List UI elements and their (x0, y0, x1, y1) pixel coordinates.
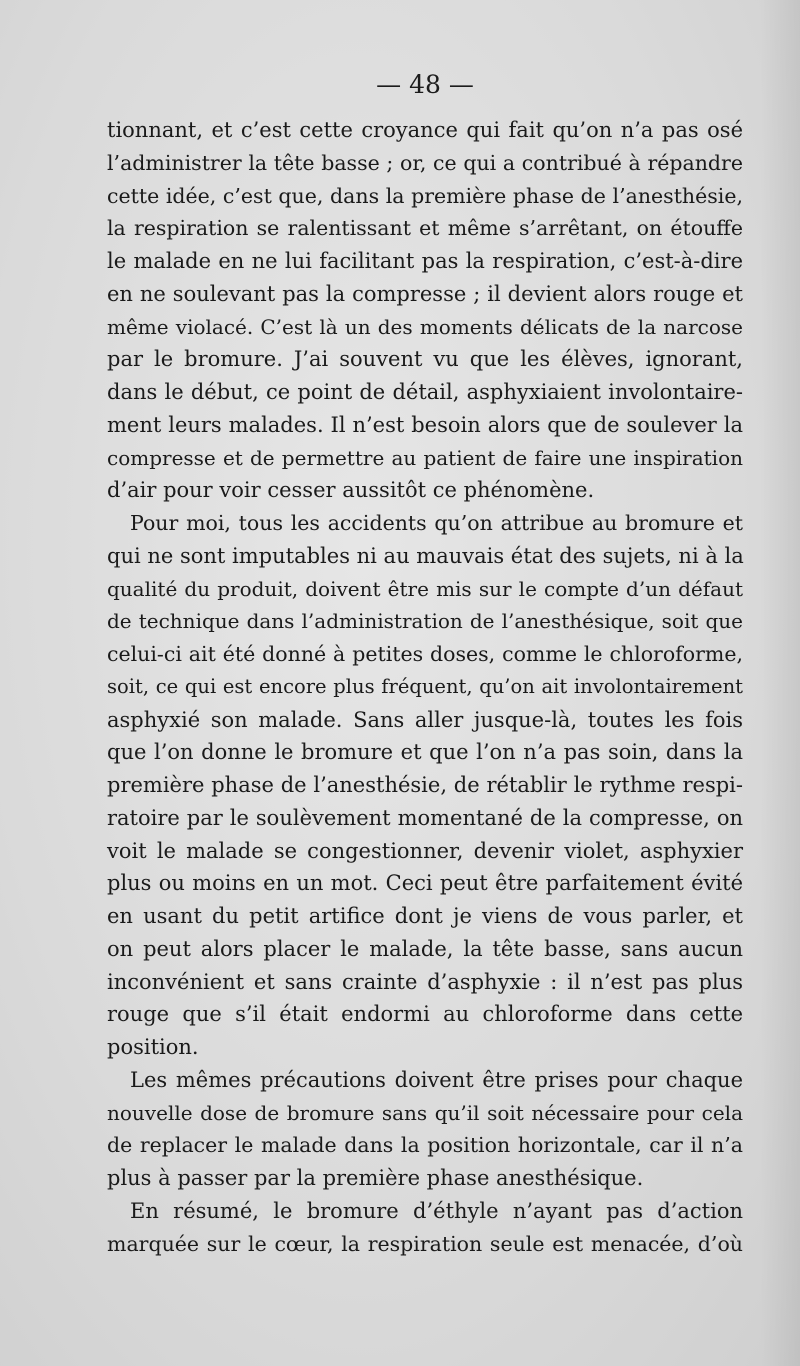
text-line: l’administrer la tête basse ; or, ce qui a contribué à répandre (107, 150, 743, 175)
text-line: compresse et de permettre au patient de faire une inspiration (107, 445, 743, 470)
paragraph-1 (107, 114, 743, 507)
paragraph-3 (107, 1064, 743, 1195)
text-line: dans le début, ce point de détail, asphyxiaient involontaire- (107, 380, 743, 404)
text-line: qui ne sont imputables ni au mauvais état des sujets, ni à la (107, 543, 744, 568)
text-line: celui-ci ait été donné à petites doses, comme le chloroforme, (107, 642, 743, 666)
text-line: de technique dans l’administration de l’anesthésique, soit que (107, 609, 743, 634)
text-line: en usant du petit artifice dont je viens de vous parler, et (107, 904, 743, 928)
body-text (107, 114, 743, 1260)
text-line: que l’on donne le bromure et que l’on n’a pas soin, dans la (107, 740, 743, 765)
paragraph-4 (107, 1195, 743, 1261)
text-line: de replacer le malade dans la position horizontale, car il n’a (107, 1133, 743, 1158)
text-line: le malade en ne lui facilitant pas la respiration, c’est-à-dire (107, 249, 743, 273)
text-line: rouge que s’il était endormi au chloroforme dans cette (107, 1002, 743, 1027)
text-line: soit, ce qui est encore plus fréquent, qu’on ait involontairement (107, 674, 743, 698)
text-line: nouvelle dose de bromure sans qu’il soit nécessaire pour cela (107, 1100, 743, 1125)
text-line: position. (107, 1035, 199, 1059)
text-line: même violacé. C’est là un des moments délicats de la narcose (107, 314, 743, 339)
text-line: cette idée, c’est que, dans la première phase de l’anesthésie, (107, 183, 743, 208)
page-number: — 48 — (376, 70, 474, 99)
text-line: en ne soulevant pas la compresse ; il devient alors rouge et (107, 281, 743, 306)
text-line: par le bromure. J’ai souvent vu que les élèves, ignorant, (107, 347, 743, 372)
paragraph-2 (107, 507, 743, 1064)
text-line: on peut alors placer le malade, la tête basse, sans aucun (107, 936, 743, 961)
text-line: qualité du produit, doivent être mis sur le compte d’un défaut (107, 576, 743, 601)
text-line: plus à passer par la première phase anesthésique. (107, 1166, 644, 1190)
text-line: tionnant, et c’est cette croyance qui fait qu’on n’a pas osé (107, 118, 743, 142)
text-line: Pour moi, tous les accidents qu’on attribue au bromure et (130, 511, 743, 535)
text-line: ment leurs malades. Il n’est besoin alors que de soulever la (107, 412, 743, 437)
text-line: Les mêmes précautions doivent être prises pour chaque (130, 1067, 743, 1092)
text-line: première phase de l’anesthésie, de rétablir le rythme respi- (107, 773, 743, 797)
text-line: ratoire par le soulèvement momentané de la compresse, on (107, 805, 743, 830)
text-line: la respiration se ralentissant et même s’arrêtant, on étouffe (107, 216, 743, 241)
text-line: plus ou moins en un mot. Ceci peut être parfaitement évité (107, 871, 743, 896)
text-line: inconvénient et sans crainte d’asphyxie : il n’est pas plus (107, 969, 743, 994)
text-line: d’air pour voir cesser aussitôt ce phénomène. (107, 478, 595, 503)
text-line: asphyxié son malade. Sans aller jusque-là, toutes les fois (107, 707, 743, 732)
text-line: marquée sur le cœur, la respiration seule est menacée, d’où (107, 1231, 743, 1256)
text-line: En résumé, le bromure d’éthyle n’ayant pas d’action (130, 1198, 743, 1223)
text-line: voit le malade se congestionner, devenir violet, asphyxier (107, 838, 743, 863)
